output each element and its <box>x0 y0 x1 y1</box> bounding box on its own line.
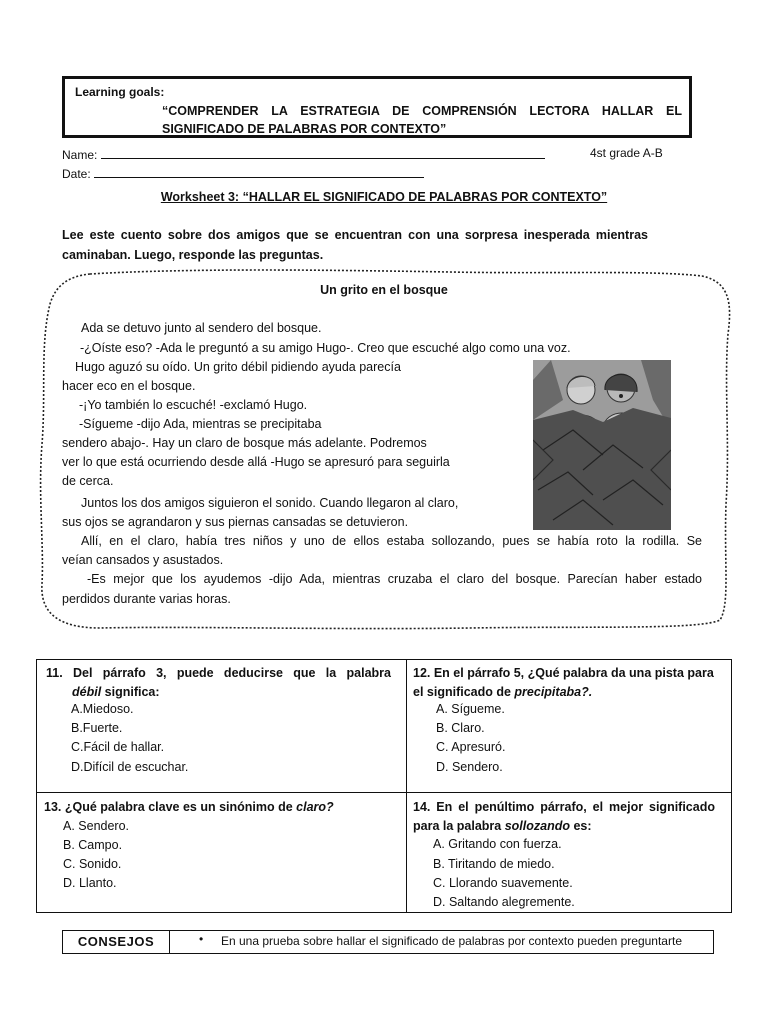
tips-text: En una prueba sobre hallar el significado de palabras por contexto pueden preguntarte <box>221 934 682 948</box>
grade-label: 4st grade A-B <box>590 146 663 160</box>
answer-option[interactable]: D. Sendero. <box>436 760 503 774</box>
worksheet-title: Worksheet 3: “HALLAR EL SIGNIFICADO DE PALABRAS POR CONTEXTO” <box>160 190 608 204</box>
question-keyword: precipitaba?. <box>514 685 593 699</box>
question-14 <box>413 798 715 836</box>
answer-option[interactable]: B. Campo. <box>63 838 123 852</box>
answer-option[interactable]: D. Llanto. <box>63 876 117 890</box>
story-line: hacer eco en el bosque. <box>62 379 196 393</box>
answer-option[interactable]: A. Sendero. <box>63 819 130 833</box>
story-line: Hugo aguzó su oído. Un grito débil pidiendo ayuda parecía <box>75 360 401 374</box>
tips-label: CONSEJOS <box>63 931 170 953</box>
answer-option[interactable]: B. Tiritando de miedo. <box>433 857 555 871</box>
name-line <box>62 146 545 162</box>
question-text: 13. ¿Qué palabra clave es un sinónimo de <box>44 800 297 814</box>
story-line: de cerca. <box>62 474 114 488</box>
question-13 <box>44 798 394 817</box>
answer-option[interactable]: C. Llorando suavemente. <box>433 876 573 890</box>
question-text: 11. Del párrafo 3, puede deducirse que la palabra <box>46 666 391 680</box>
story-line: perdidos durante varias horas. <box>62 592 231 606</box>
answer-option[interactable]: B. Claro. <box>436 721 485 735</box>
story-line: Juntos los dos amigos siguieron el sonido. Cuando llegaron al claro, <box>81 496 459 510</box>
answer-option[interactable]: A.Miedoso. <box>71 702 134 716</box>
answer-option[interactable]: D.Difícil de escuchar. <box>71 760 189 774</box>
learning-goals-box <box>62 76 692 138</box>
story-line: ver lo que está ocurriendo desde allá -Hugo se apresuró para seguirla <box>62 455 450 469</box>
answer-option[interactable]: C. Apresuró. <box>436 740 506 754</box>
story-illustration <box>533 360 671 530</box>
date-line <box>62 165 424 181</box>
story-line: sus ojos se agrandaron y sus piernas cansadas se detuvieron. <box>62 515 409 529</box>
question-text: es: <box>570 819 592 833</box>
question-keyword: débil <box>72 685 102 699</box>
date-label: Date: <box>62 167 91 181</box>
learning-goals-label: Learning goals: <box>75 85 165 99</box>
story-title: Un grito en el bosque <box>320 283 448 297</box>
story-line: Allí, en el claro, había tres niños y uno de ellos estaba sollozando, pues se había roto la rodilla. Se <box>81 534 702 548</box>
story-line: -¡Yo también lo escuché! -exclamó Hugo. <box>79 398 308 412</box>
questions-table <box>36 659 732 913</box>
table-divider <box>406 660 407 912</box>
tips-row <box>62 930 714 954</box>
story-line: -Es mejor que los ayudemos -dijo Ada, mientras cruzaba el claro del bosque. Parecían haber estado <box>87 572 702 586</box>
story-line: -¿Oíste eso? -Ada le preguntó a su amigo Hugo-. Creo que escuché algo como una voz. <box>80 341 571 355</box>
name-field[interactable] <box>101 146 545 159</box>
table-divider <box>37 792 731 793</box>
question-11 <box>46 664 391 702</box>
bullet-icon: • <box>199 932 204 946</box>
question-12 <box>413 664 715 702</box>
question-keyword: sollozando <box>504 819 570 833</box>
learning-goals-text: “COMPRENDER LA ESTRATEGIA DE COMPRENSIÓN LECTORA HALLAR EL SIGNIFICADO DE PALABRAS POR CONTEXTO” <box>162 104 682 136</box>
story-line: veían cansados y asustados. <box>62 553 224 567</box>
answer-option[interactable]: A. Gritando con fuerza. <box>433 837 562 851</box>
story-line: -Sígueme -dijo Ada, mientras se precipitaba <box>79 417 322 431</box>
answer-option[interactable]: C. Sonido. <box>63 857 122 871</box>
answer-option[interactable]: D. Saltando alegremente. <box>433 895 575 909</box>
story-line: sendero abajo-. Hay un claro de bosque más adelante. Podremos <box>62 436 427 450</box>
question-text: 12. En el párrafo 5, ¿Qué palabra da una pista para el significado de <box>413 666 714 699</box>
answer-option[interactable]: C.Fácil de hallar. <box>71 740 165 754</box>
answer-option[interactable]: A. Sígueme. <box>436 702 505 716</box>
story-line: Ada se detuvo junto al sendero del bosque. <box>81 321 322 335</box>
answer-option[interactable]: B.Fuerte. <box>71 721 123 735</box>
question-keyword: claro? <box>296 800 334 814</box>
instructions: Lee este cuento sobre dos amigos que se encuentran con una sorpresa inesperada mientras caminaban. Luego, responde las preguntas. <box>62 228 648 262</box>
question-text: significa: <box>101 685 160 699</box>
question-text: 14. En el penúltimo párrafo, el mejor significado para la palabra <box>413 800 715 833</box>
name-label: Name: <box>62 148 98 162</box>
date-field[interactable] <box>94 165 424 178</box>
